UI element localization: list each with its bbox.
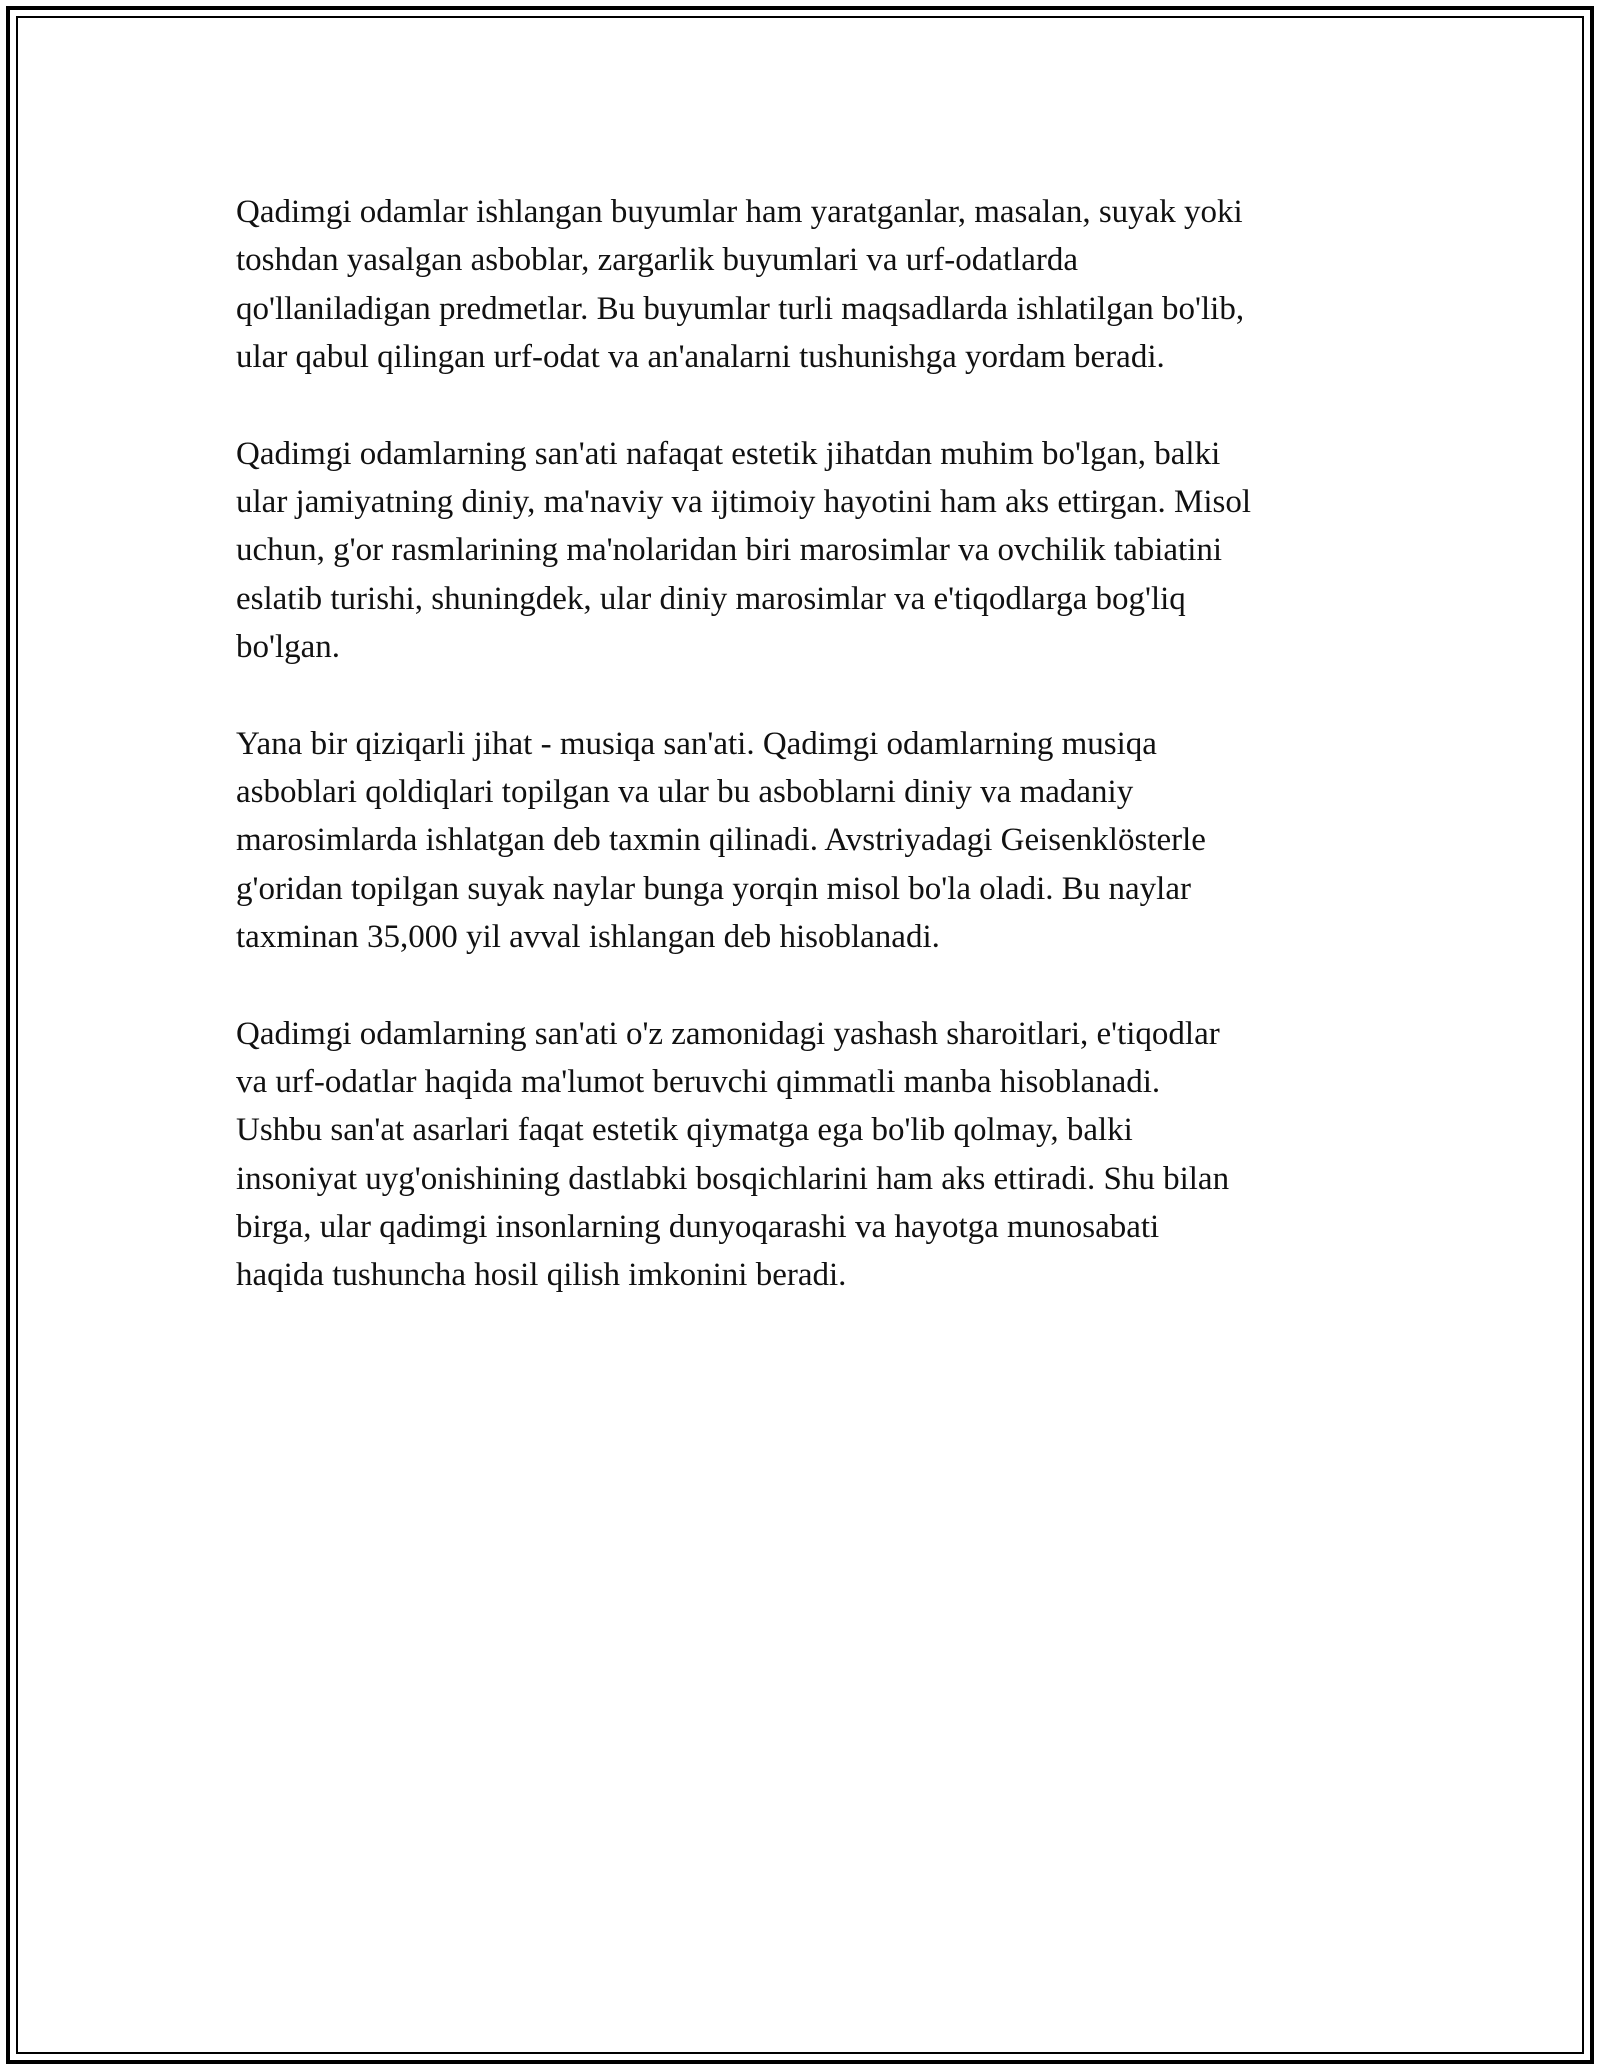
paragraph-1: Qadimgi odamlar ishlangan buyumlar ham yaratganlar, masalan, suyak yoki toshdan yasalgan asboblar, zargarlik buyumlari va urf-odatlarda qo'llaniladigan predmetlar. Bu buyumlar turli maqsadlarda ishlatilgan bo'lib, ular qabul qilingan urf-odat va an'analarni tushunishga yordam beradi. [236, 194, 1245, 375]
paragraph-4: Qadimgi odamlarning san'ati o'z zamonidagi yashash sharoitlari, e'tiqodlar va urf-odatlar haqida ma'lumot beruvchi qimmatli manba hisoblanadi. Ushbu san'at asarlari faqat estetik qiymatga ega bo'lib qolmay, balki insoniyat uyg'onishining dastlabki bosqichlarini ham aks ettiradi. Shu bilan birga, ular qadimgi insonlarning dunyoqarashi va hayotga munosabati haqida tushuncha hosil qilish imkonini beradi. [236, 1015, 1230, 1294]
paragraph-3: Yana bir qiziqarli jihat - musiqa san'ati. Qadimgi odamlarning musiqa asboblari qoldiqlari topilgan va ular bu asboblarni diniy va madaniy marosimlarda ishlatgan deb taxmin qilinadi. Avstriyadagi Geisenklösterle g'oridan topilgan suyak naylar bunga yorqin misol bo'la oladi. Bu naylar taxminan 35,000 yil avval ishlangan deb hisoblanadi. [236, 725, 1206, 955]
paragraph-2: Qadimgi odamlarning san'ati nafaqat estetik jihatdan muhim bo'lgan, balki ular jamiyatning diniy, ma'naviy va ijtimoiy hayotini ham aks ettirgan. Misol uchun, g'or rasmlarining ma'nolaridan biri marosimlar va ovchilik tabiatini eslatib turishi, shuningdek, ular diniy marosimlar va e'tiqodlarga bog'liq bo'lgan. [236, 435, 1252, 665]
document-body [236, 188, 1376, 1348]
